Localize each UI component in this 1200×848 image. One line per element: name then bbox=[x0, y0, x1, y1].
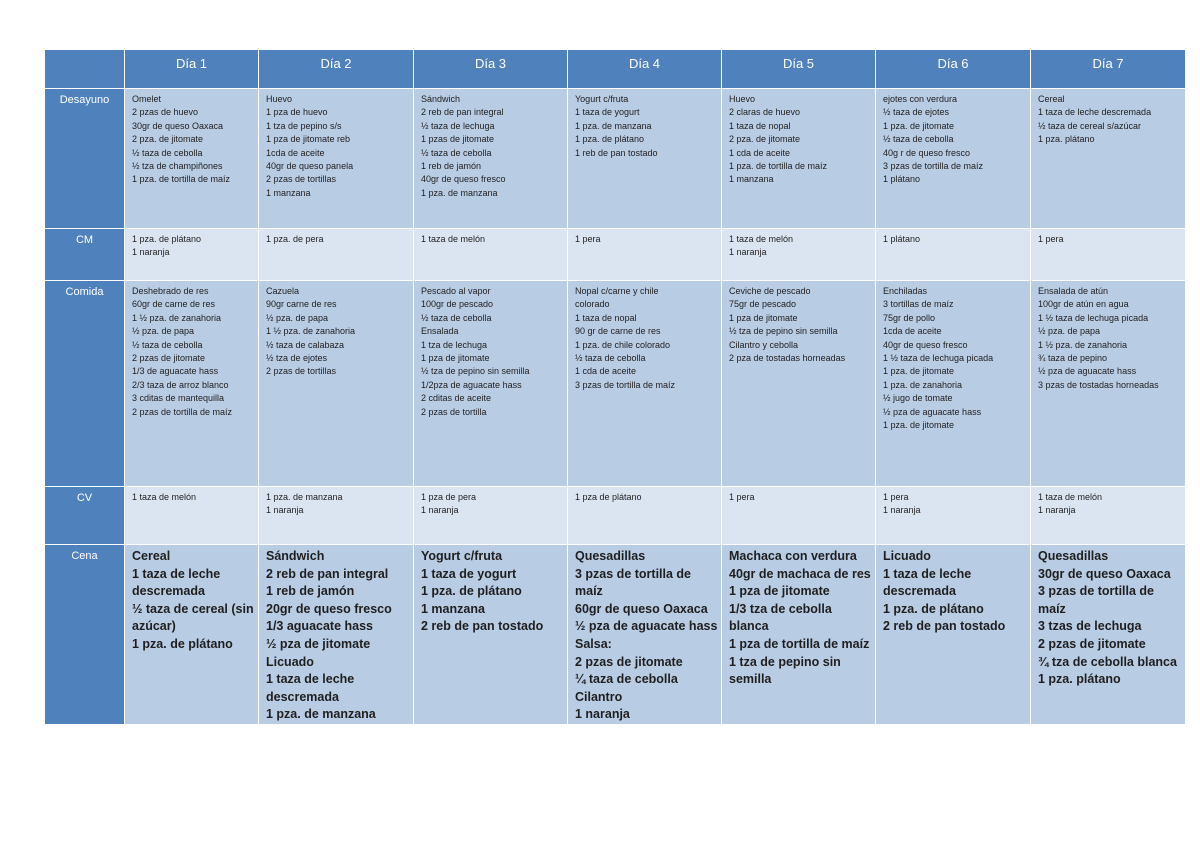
meal-cell-line: 1 naranja bbox=[575, 707, 630, 722]
meal-cell-line: 1 naranja bbox=[729, 247, 767, 258]
meal-cell-line: Huevo bbox=[266, 94, 293, 104]
meal-row-label: CV bbox=[45, 487, 125, 545]
meal-cell-line: Huevo bbox=[729, 94, 756, 104]
meal-cell-line: 1 ½ pza. de zanahoria bbox=[266, 326, 356, 337]
meal-cell-line: Ensalada bbox=[421, 326, 459, 337]
meal-cell-line: 1/3 tza de cebolla blanca bbox=[729, 601, 832, 634]
meal-cell-line: ½ pza. de papa bbox=[266, 312, 329, 323]
meal-cell-line: ½ taza de calabaza bbox=[266, 339, 345, 350]
meal-cell bbox=[125, 229, 259, 281]
meal-cell-line: 2 claras de huevo bbox=[729, 107, 801, 118]
meal-cell-line: Ensalada de atún bbox=[1038, 286, 1109, 296]
meal-cell-line: 60gr de queso Oaxaca bbox=[575, 601, 708, 616]
meal-cell-line: 1 pza. de manzana bbox=[575, 120, 652, 131]
meal-cell-line: 3 cditas de mantequilla bbox=[132, 393, 225, 404]
meal-cell-line: 1 pza. de plátano bbox=[132, 636, 233, 651]
meal-cell-line: 30gr de queso Oaxaca bbox=[132, 120, 224, 131]
meal-cell-line: 1 naranja bbox=[1038, 505, 1076, 516]
meal-cell-line: 30gr de queso Oaxaca bbox=[1038, 566, 1171, 581]
meal-cell-line: 1 pera bbox=[729, 492, 755, 502]
meal-cell bbox=[1031, 281, 1186, 487]
meal-cell-line: 1 pera bbox=[883, 492, 909, 502]
meal-cell-line: colorado bbox=[575, 299, 610, 310]
meal-cell-line: 1 pza de jitomate reb bbox=[266, 134, 351, 145]
meal-cell-line: 1 ½ taza de lechuga picada bbox=[1038, 312, 1149, 323]
meal-cell-line: 2 cditas de aceite bbox=[421, 393, 492, 404]
meal-cell-line: 3 pzas de tortilla de maíz bbox=[575, 566, 692, 599]
meal-cell-line: Cazuela bbox=[266, 286, 300, 296]
meal-cell-line: 60gr de carne de res bbox=[132, 299, 216, 310]
meal-cell-line: 1 pza. de manzana bbox=[421, 187, 498, 198]
meal-cell-line: 3 pzas de tostadas horneadas bbox=[1038, 379, 1159, 390]
meal-cell-line: 1 pza. plátano bbox=[1038, 134, 1095, 145]
meal-cell-line: 2 pzas de jitomate bbox=[1038, 636, 1146, 651]
meal-cell bbox=[1031, 545, 1186, 725]
meal-cell-line: 1 taza de leche descremada bbox=[266, 672, 355, 704]
meal-cell-line: 1 naranja bbox=[266, 505, 304, 516]
meal-cell-line: ½ tza de pepino sin semilla bbox=[421, 366, 530, 377]
meal-cell-line: 2 reb de pan tostado bbox=[421, 619, 544, 634]
meal-cell-line: 3 tortillas de maíz bbox=[883, 299, 954, 310]
meal-cell bbox=[125, 545, 259, 725]
meal-cell-line: 1 pza. de plátano bbox=[132, 234, 202, 244]
meal-cell-line: 1 pza. de jitomate bbox=[883, 420, 955, 431]
meal-plan-table bbox=[44, 49, 1186, 725]
meal-cell-line: 40gr de queso panela bbox=[266, 161, 354, 172]
meal-cell-line: 1 tza de pepino sin semilla bbox=[729, 654, 841, 687]
meal-cell bbox=[1031, 487, 1186, 545]
meal-cell-line: 1 pza. de tortilla de maíz bbox=[729, 161, 828, 172]
meal-cell-line: 1/3 aguacate hass bbox=[266, 619, 374, 634]
meal-cell-line: 1 plátano bbox=[883, 174, 921, 185]
meal-cell-line: Ceviche de pescado bbox=[729, 286, 811, 296]
header-row bbox=[45, 50, 1186, 89]
meal-cell-line: 1 taza de melón bbox=[729, 234, 794, 244]
meal-cell bbox=[414, 545, 568, 725]
meal-cell-line: 1 taza de melón bbox=[1038, 492, 1103, 502]
meal-cell-line: ½ taza de cebolla bbox=[421, 312, 492, 323]
meal-cell-line: 1 pza. de plátano bbox=[421, 584, 522, 599]
meal-cell-line: 40gr de queso fresco bbox=[421, 174, 506, 185]
meal-cell-line: 2 pzas de huevo bbox=[132, 107, 199, 118]
meal-cell bbox=[722, 545, 876, 725]
meal-cell bbox=[876, 89, 1031, 229]
meal-cell-line: 1 ½ taza de lechuga picada bbox=[883, 353, 994, 364]
meal-cell bbox=[414, 89, 568, 229]
meal-cell bbox=[568, 89, 722, 229]
meal-cell-line: ¼ taza de cebolla bbox=[575, 672, 678, 687]
meal-cell-line: ½ taza de cebolla bbox=[132, 147, 203, 158]
meal-cell-line: 1cda de aceite bbox=[266, 147, 325, 158]
meal-cell-line: 1 pza. de zanahoria bbox=[883, 379, 963, 390]
meal-cell-line: 1 ½ pza. de zanahoria bbox=[132, 312, 222, 323]
meal-cell-line: 75gr de pescado bbox=[729, 299, 797, 310]
meal-cell-line: 1 taza de yogurt bbox=[575, 107, 640, 118]
meal-cell-line: 1 pza de pera bbox=[421, 492, 477, 502]
meal-cell-line: 1 plátano bbox=[883, 234, 921, 244]
meal-cell-line: 2 reb de pan integral bbox=[266, 566, 389, 581]
meal-cell-line: ½ taza de cebolla bbox=[132, 339, 203, 350]
meal-cell bbox=[1031, 89, 1186, 229]
meal-cell-line: 100gr de pescado bbox=[421, 299, 494, 310]
meal-cell-line: ½ taza de cereal s/azúcar bbox=[1038, 120, 1142, 131]
meal-cell-line: ½ pza. de papa bbox=[132, 326, 195, 337]
meal-cell-line: 1 pza. de jitomate bbox=[883, 366, 955, 377]
meal-cell-line: Quesadillas bbox=[575, 549, 646, 563]
day-header: Día 3 bbox=[414, 50, 568, 89]
meal-cell-line: Licuado bbox=[883, 549, 931, 563]
meal-cell bbox=[568, 229, 722, 281]
meal-cell-line: 1 taza de leche descremada bbox=[883, 566, 972, 599]
meal-cell-line: 1 pza. de chile colorado bbox=[575, 339, 671, 350]
meal-cell-line: ejotes con verdura bbox=[883, 94, 958, 104]
meal-cell-line: 2 pza de tostadas horneadas bbox=[729, 353, 846, 364]
meal-cell-line: 1 pza. de manzana bbox=[266, 492, 343, 502]
meal-cell bbox=[876, 545, 1031, 725]
meal-cell-line: 1 pera bbox=[1038, 234, 1064, 244]
meal-cell-line: 1 ½ pza. de zanahoria bbox=[1038, 339, 1128, 350]
meal-cell bbox=[876, 229, 1031, 281]
meal-cell bbox=[125, 487, 259, 545]
meal-cell-line: 40gr de machaca de res bbox=[729, 566, 871, 581]
meal-cell-line: 1 pza. de jitomate bbox=[883, 120, 955, 131]
day-header: Día 2 bbox=[259, 50, 414, 89]
meal-cell-line: 1 pza. de tortilla de maíz bbox=[132, 174, 231, 185]
meal-cell-line: ¾ taza de pepino bbox=[1038, 353, 1108, 364]
meal-cell-line: 3 tzas de lechuga bbox=[1038, 619, 1142, 634]
meal-cell-line: 90 gr de carne de res bbox=[575, 326, 661, 337]
meal-cell-line: 100gr de atún en agua bbox=[1038, 299, 1129, 310]
meal-cell-line: 1 pza de jitomate bbox=[729, 584, 830, 599]
meal-cell bbox=[125, 281, 259, 487]
meal-cell-line: 40g r de queso fresco bbox=[883, 147, 971, 158]
meal-cell-line: Cereal bbox=[132, 549, 171, 563]
meal-cell-line: ½ taza de cebolla bbox=[883, 134, 954, 145]
meal-cell-line: ½ taza de cereal (sin azúcar) bbox=[132, 601, 254, 634]
meal-cell-line: 1 tza de pepino s/s bbox=[266, 120, 342, 131]
meal-cell-line: ¾ tza de cebolla blanca bbox=[1038, 654, 1177, 669]
meal-cell-line: 1/2pza de aguacate hass bbox=[421, 379, 522, 390]
meal-cell-line: 2 pzas de jitomate bbox=[132, 353, 206, 364]
meal-cell-line: 2 pzas de tortillas bbox=[266, 174, 337, 185]
meal-cell bbox=[259, 545, 414, 725]
meal-cell bbox=[414, 487, 568, 545]
meal-cell-line: 40gr de queso fresco bbox=[883, 339, 968, 350]
meal-cell-line: 1 taza de nopal bbox=[729, 120, 791, 131]
meal-cell-line: ½ taza de cebolla bbox=[575, 353, 646, 364]
meal-cell-line: ½ pza de aguacate hass bbox=[883, 406, 982, 417]
meal-cell-line: ½ jugo de tomate bbox=[883, 393, 953, 404]
meal-cell bbox=[722, 229, 876, 281]
meal-cell-line: ½ pza de aguacate hass bbox=[575, 619, 718, 634]
meal-cell-line: 2/3 taza de arroz blanco bbox=[132, 379, 229, 390]
meal-cell-line: ½ pza de aguacate hass bbox=[1038, 366, 1137, 377]
day-header: Día 6 bbox=[876, 50, 1031, 89]
meal-cell-line: 2 pzas de tortilla bbox=[421, 406, 487, 417]
meal-cell-line: Quesadillas bbox=[1038, 549, 1109, 563]
day-header: Día 5 bbox=[722, 50, 876, 89]
meal-cell-line: ½ taza de lechuga bbox=[421, 120, 495, 131]
meal-cell-line: 1 taza de leche descremada bbox=[132, 566, 221, 599]
day-header: Día 7 bbox=[1031, 50, 1186, 89]
meal-row-label: Cena bbox=[45, 545, 125, 725]
meal-cell-line: 1 tza de lechuga bbox=[421, 339, 488, 350]
meal-cell-line: 1 pza. de plátano bbox=[575, 134, 645, 145]
meal-cell-line: 1 pza de jitomate bbox=[421, 353, 490, 364]
meal-row bbox=[45, 281, 1186, 487]
meal-cell-line: ½ tza de champiñones bbox=[132, 161, 223, 172]
meal-cell-line: 90gr carne de res bbox=[266, 299, 337, 310]
meal-cell-line: 1 reb de jamón bbox=[421, 161, 482, 172]
meal-cell-line: 1 pza de huevo bbox=[266, 107, 328, 118]
meal-row-label: CM bbox=[45, 229, 125, 281]
meal-cell-line: 2 pzas de tortilla de maíz bbox=[132, 406, 233, 417]
meal-cell-line: 3 pzas de tortilla de maíz bbox=[883, 161, 984, 172]
meal-row-label: Comida bbox=[45, 281, 125, 487]
meal-cell-line: 1cda de aceite bbox=[883, 326, 942, 337]
meal-cell-line: Yogurt c/fruta bbox=[575, 94, 629, 104]
meal-cell-line: 1 manzana bbox=[729, 174, 774, 185]
meal-cell bbox=[259, 281, 414, 487]
meal-cell-line: Salsa: bbox=[575, 636, 612, 651]
meal-cell-line: 1 pza. de pera bbox=[266, 234, 324, 244]
meal-cell-line: 1 taza de melón bbox=[421, 234, 486, 244]
meal-cell-line: 2 pza. de jitomate bbox=[132, 134, 204, 145]
meal-cell bbox=[568, 281, 722, 487]
meal-cell-line: Licuado bbox=[266, 654, 314, 669]
meal-cell-line: Cilantro y cebolla bbox=[729, 339, 799, 350]
corner-cell bbox=[45, 50, 125, 89]
meal-cell bbox=[259, 229, 414, 281]
meal-cell-line: ½ tza de ejotes bbox=[266, 353, 328, 364]
meal-cell-line: 2 reb de pan integral bbox=[421, 107, 504, 118]
meal-cell-line: 1 pera bbox=[575, 234, 601, 244]
meal-cell bbox=[414, 281, 568, 487]
meal-cell-line: Deshebrado de res bbox=[132, 286, 209, 296]
meal-cell bbox=[259, 487, 414, 545]
meal-cell-line: Sándwich bbox=[266, 549, 325, 563]
meal-cell bbox=[876, 281, 1031, 487]
meal-cell-line: 3 pzas de tortilla de maíz bbox=[575, 379, 676, 390]
meal-row bbox=[45, 89, 1186, 229]
meal-cell-line: 75gr de pollo bbox=[883, 312, 936, 323]
meal-cell bbox=[722, 281, 876, 487]
meal-cell-line: ½ taza de ejotes bbox=[883, 107, 950, 118]
meal-cell-line: ½ taza de cebolla bbox=[421, 147, 492, 158]
meal-cell-line: ½ pza. de papa bbox=[1038, 326, 1101, 337]
meal-cell-line: 3 pzas de tortilla de maíz bbox=[1038, 584, 1155, 616]
meal-cell-line: 1 cda de aceite bbox=[729, 147, 791, 158]
meal-cell-line: 1 taza de melón bbox=[132, 492, 197, 502]
meal-cell-line: 1 pza. plátano bbox=[1038, 672, 1121, 687]
meal-row bbox=[45, 487, 1186, 545]
meal-cell bbox=[414, 229, 568, 281]
meal-cell bbox=[125, 89, 259, 229]
day-header: Día 4 bbox=[568, 50, 722, 89]
meal-cell-line: Cilantro bbox=[575, 689, 623, 704]
day-header: Día 1 bbox=[125, 50, 259, 89]
meal-row bbox=[45, 545, 1186, 725]
meal-cell-line: Enchiladas bbox=[883, 286, 928, 296]
meal-cell bbox=[722, 487, 876, 545]
meal-cell-line: 1 pza. de plátano bbox=[883, 601, 984, 616]
meal-cell-line: 1 pza de jitomate bbox=[729, 312, 798, 323]
meal-cell-line: Sándwich bbox=[421, 94, 461, 104]
meal-cell-line: 2 pza. de jitomate bbox=[729, 134, 801, 145]
meal-cell bbox=[568, 487, 722, 545]
meal-cell bbox=[722, 89, 876, 229]
meal-cell-line: 2 pzas de tortillas bbox=[266, 366, 337, 377]
meal-cell-line: 2 pzas de jitomate bbox=[575, 654, 683, 669]
meal-cell-line: Machaca con verdura bbox=[729, 549, 857, 563]
meal-cell-line: 2 reb de pan tostado bbox=[883, 619, 1006, 634]
meal-cell bbox=[1031, 229, 1186, 281]
meal-cell-line: 1/3 de aguacate hass bbox=[132, 366, 219, 377]
meal-cell-line: Omelet bbox=[132, 94, 162, 104]
meal-cell-line: Yogurt c/fruta bbox=[421, 549, 503, 563]
meal-cell-line: 1 cda de aceite bbox=[575, 366, 637, 377]
meal-cell bbox=[568, 545, 722, 725]
meal-cell-line: ½ tza de pepino sin semilla bbox=[729, 326, 838, 337]
meal-cell-line: 1 naranja bbox=[132, 247, 170, 258]
meal-cell-line: 1 manzana bbox=[266, 187, 311, 198]
meal-cell-line: ½ pza de jitomate bbox=[266, 636, 371, 651]
meal-cell-line: Cereal bbox=[1038, 94, 1065, 104]
meal-cell-line: 1 taza de yogurt bbox=[421, 566, 517, 581]
meal-cell-line: 1 pza. de manzana bbox=[266, 707, 376, 722]
meal-cell-line: 1 reb de pan tostado bbox=[575, 147, 658, 158]
meal-cell-line: 1 naranja bbox=[883, 505, 921, 516]
meal-row bbox=[45, 229, 1186, 281]
meal-cell-line: 1 naranja bbox=[421, 505, 459, 516]
meal-cell-line: 1 taza de nopal bbox=[575, 312, 637, 323]
meal-cell-line: 1 taza de leche descremada bbox=[1038, 107, 1152, 118]
meal-cell-line: Pescado al vapor bbox=[421, 286, 491, 296]
meal-cell-line: Nopal c/carne y chile bbox=[575, 286, 659, 296]
meal-cell-line: 1 reb de jamón bbox=[266, 584, 355, 599]
meal-cell-line: 1 pzas de jitomate bbox=[421, 134, 495, 145]
meal-row-label: Desayuno bbox=[45, 89, 125, 229]
meal-cell-line: 1 pza de plátano bbox=[575, 492, 642, 502]
meal-cell bbox=[876, 487, 1031, 545]
meal-cell bbox=[259, 89, 414, 229]
meal-cell-line: 20gr de queso fresco bbox=[266, 601, 392, 616]
meal-cell-line: 1 pza de tortilla de maíz bbox=[729, 636, 870, 651]
meal-cell-line: 1 manzana bbox=[421, 601, 485, 616]
